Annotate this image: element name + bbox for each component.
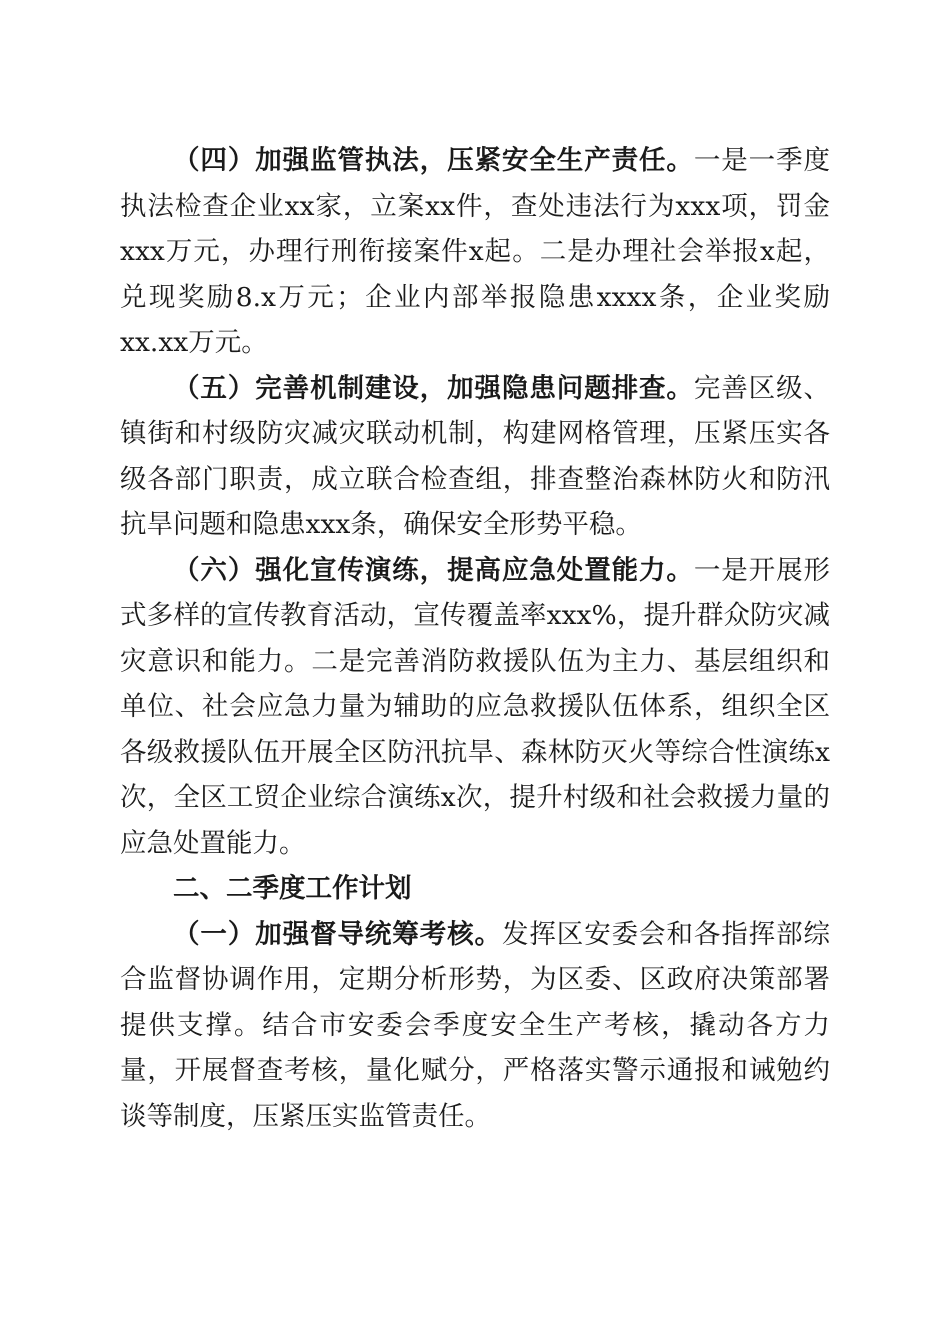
paragraph-lead: （五）完善机制建设，加强隐患问题排查。	[173, 372, 694, 404]
paragraph-mechanism	[120, 366, 830, 548]
paragraph-lead: （一）加强督导统筹考核。	[173, 918, 502, 950]
paragraph-text: 一是开展形式多样的宣传教育活动，宣传覆盖率xxx%，提升群众防灾减灾意识和能力。二是完善消防救援队伍为主力、基层组织和单位、社会应急力量为辅助的应急救援队伍体系，组织全区各级救援队伍开展全区防汛抗旱、森林防灭火等综合性演练x次，全区工贸企业综合演练x次，提升村级和社会救援力量的应急处置能力。	[120, 554, 831, 859]
paragraph-lead: （四）加强监管执法，压紧安全生产责任。	[173, 145, 694, 176]
section-heading: 二、二季度工作计划	[173, 873, 412, 904]
paragraph-lead: （六）强化宣传演练，提高应急处置能力。	[173, 554, 694, 586]
paragraph-text: 完善区级、镇街和村级防灾减灾联动机制，构建网格管理，压紧压实各级各部门职责，成立联合检查组，排查整治森林防火和防汛抗旱问题和隐患xxx条，确保安全形势平稳。	[120, 372, 831, 540]
paragraph-enforcement	[120, 138, 830, 366]
paragraph-supervision	[120, 912, 830, 1140]
paragraph-text: 发挥区安委会和各指挥部综合监督协调作用，定期分析形势，为区委、区政府决策部署提供支撑。结合市安委会季度安全生产考核，撬动各方力量，开展督查考核，量化赋分，严格落实警示通报和诫勉约谈等制度，压紧压实监管责任。	[120, 918, 831, 1132]
paragraph-text: 一是一季度执法检查企业xx家，立案xx件，查处违法行为xxx项，罚金xxx万元，办理行刑衔接案件x起。二是办理社会举报x起，兑现奖励8.x万元；企业内部举报隐患xxxx条，企业奖励xx.xx万元。	[120, 145, 831, 358]
document-body	[120, 138, 830, 1139]
paragraph-publicity-drills	[120, 548, 830, 867]
